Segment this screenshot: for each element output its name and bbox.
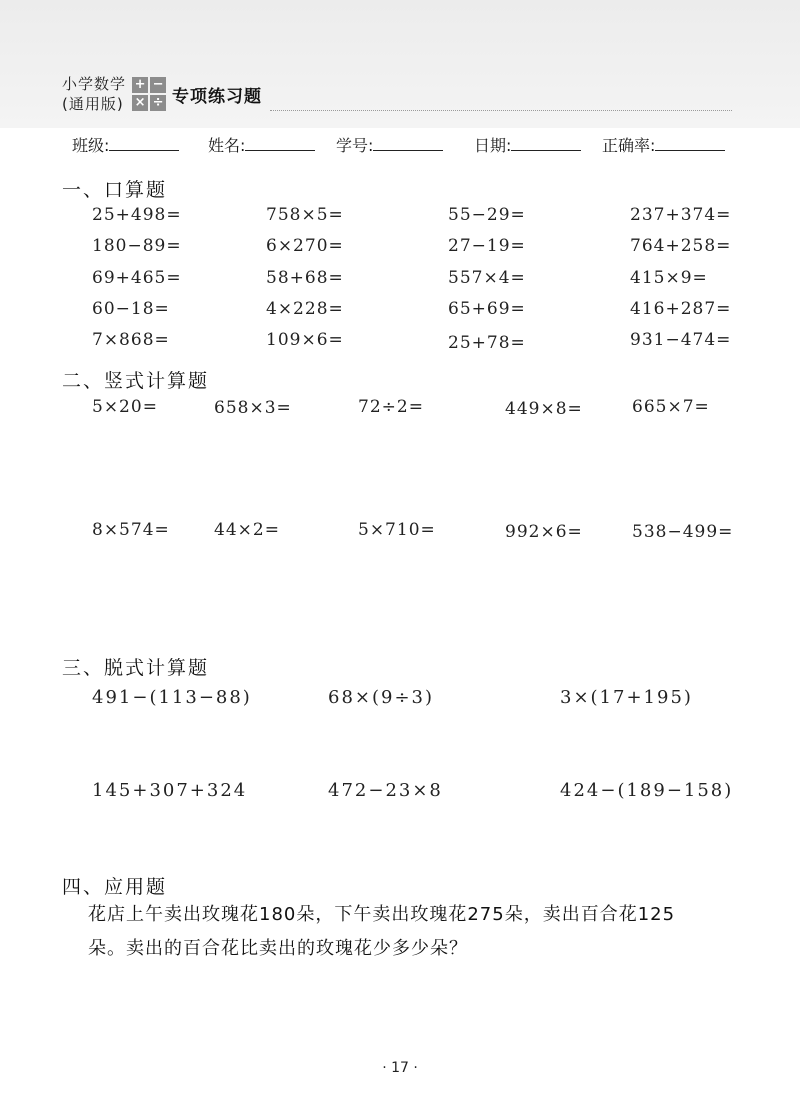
student-info-row [72, 133, 742, 157]
oral-item: 416+287= [630, 299, 732, 319]
class-field [72, 133, 179, 156]
oral-item: 60−18= [92, 299, 170, 319]
class-blank[interactable] [109, 135, 179, 151]
vertical-item: 8×574= [92, 520, 170, 540]
oral-item: 109×6= [266, 330, 344, 350]
divide-icon: ÷ [150, 95, 166, 111]
section-stepwise-title: 三、脱式计算题 [62, 657, 210, 679]
header-divider [270, 110, 732, 111]
oral-item: 758×5= [266, 205, 344, 225]
oral-item: 931−474= [630, 330, 732, 350]
vertical-item: 449×8= [505, 399, 583, 419]
name-field [208, 133, 315, 156]
oral-item: 7×868= [92, 330, 170, 350]
oral-item: 237+374= [630, 205, 732, 225]
section-vertical-title: 二、竖式计算题 [62, 370, 210, 392]
accuracy-field [602, 133, 725, 156]
vertical-item: 658×3= [214, 398, 292, 418]
oral-item: 25+498= [92, 205, 182, 225]
date-label: 日期: [474, 136, 512, 155]
class-label: 班级: [72, 136, 110, 155]
stepwise-item: 491−(113−88) [92, 687, 252, 708]
oral-item: 58+68= [266, 268, 344, 288]
page-number: · 17 · [382, 1060, 418, 1076]
series-title: 专项练习题 [172, 86, 263, 107]
vertical-item: 44×2= [214, 520, 280, 540]
operator-icons [132, 77, 166, 111]
vertical-item: 538−499= [632, 522, 734, 542]
stepwise-item: 424−(189−158) [560, 780, 734, 801]
subject-label [62, 74, 126, 114]
subject-line-2: (通用版) [62, 95, 124, 113]
stepwise-item: 145+307+324 [92, 780, 248, 801]
section-application-title: 四、应用题 [62, 876, 168, 898]
application-problem-line-1: 花店上午卖出玫瑰花180朵，下午卖出玫瑰花275朵，卖出百合花125 [88, 904, 676, 925]
stepwise-item: 472−23×8 [328, 780, 443, 801]
accuracy-blank[interactable] [655, 135, 725, 151]
plus-icon: + [132, 77, 148, 93]
stepwise-item: 3×(17+195) [560, 687, 693, 708]
oral-item: 25+78= [448, 333, 526, 353]
name-label: 姓名: [208, 136, 246, 155]
name-blank[interactable] [245, 135, 315, 151]
oral-item: 55−29= [448, 205, 526, 225]
student-id-blank[interactable] [373, 135, 443, 151]
oral-item: 69+465= [92, 268, 182, 288]
student-id-label: 学号: [336, 136, 374, 155]
subject-line-1: 小学数学 [62, 75, 127, 93]
oral-item: 415×9= [630, 268, 708, 288]
section-oral-title: 一、口算题 [62, 179, 168, 201]
date-blank[interactable] [511, 135, 581, 151]
oral-item: 180−89= [92, 236, 182, 256]
times-icon: × [132, 95, 148, 111]
vertical-item: 665×7= [632, 397, 710, 417]
vertical-item: 992×6= [505, 522, 583, 542]
date-field [474, 133, 581, 156]
stepwise-item: 68×(9÷3) [328, 687, 435, 708]
vertical-item: 5×20= [92, 397, 158, 417]
application-problem-line-2: 朵。卖出的百合花比卖出的玫瑰花少多少朵？ [88, 938, 468, 959]
student-id-field [336, 133, 443, 156]
oral-item: 557×4= [448, 268, 526, 288]
vertical-item: 5×710= [358, 520, 436, 540]
oral-item: 6×270= [266, 236, 344, 256]
header-brand [62, 70, 262, 118]
minus-icon: − [150, 77, 166, 93]
oral-item: 4×228= [266, 299, 344, 319]
accuracy-label: 正确率: [602, 136, 656, 155]
vertical-item: 72÷2= [358, 397, 424, 417]
oral-item: 65+69= [448, 299, 526, 319]
oral-item: 764+258= [630, 236, 732, 256]
oral-item: 27−19= [448, 236, 526, 256]
